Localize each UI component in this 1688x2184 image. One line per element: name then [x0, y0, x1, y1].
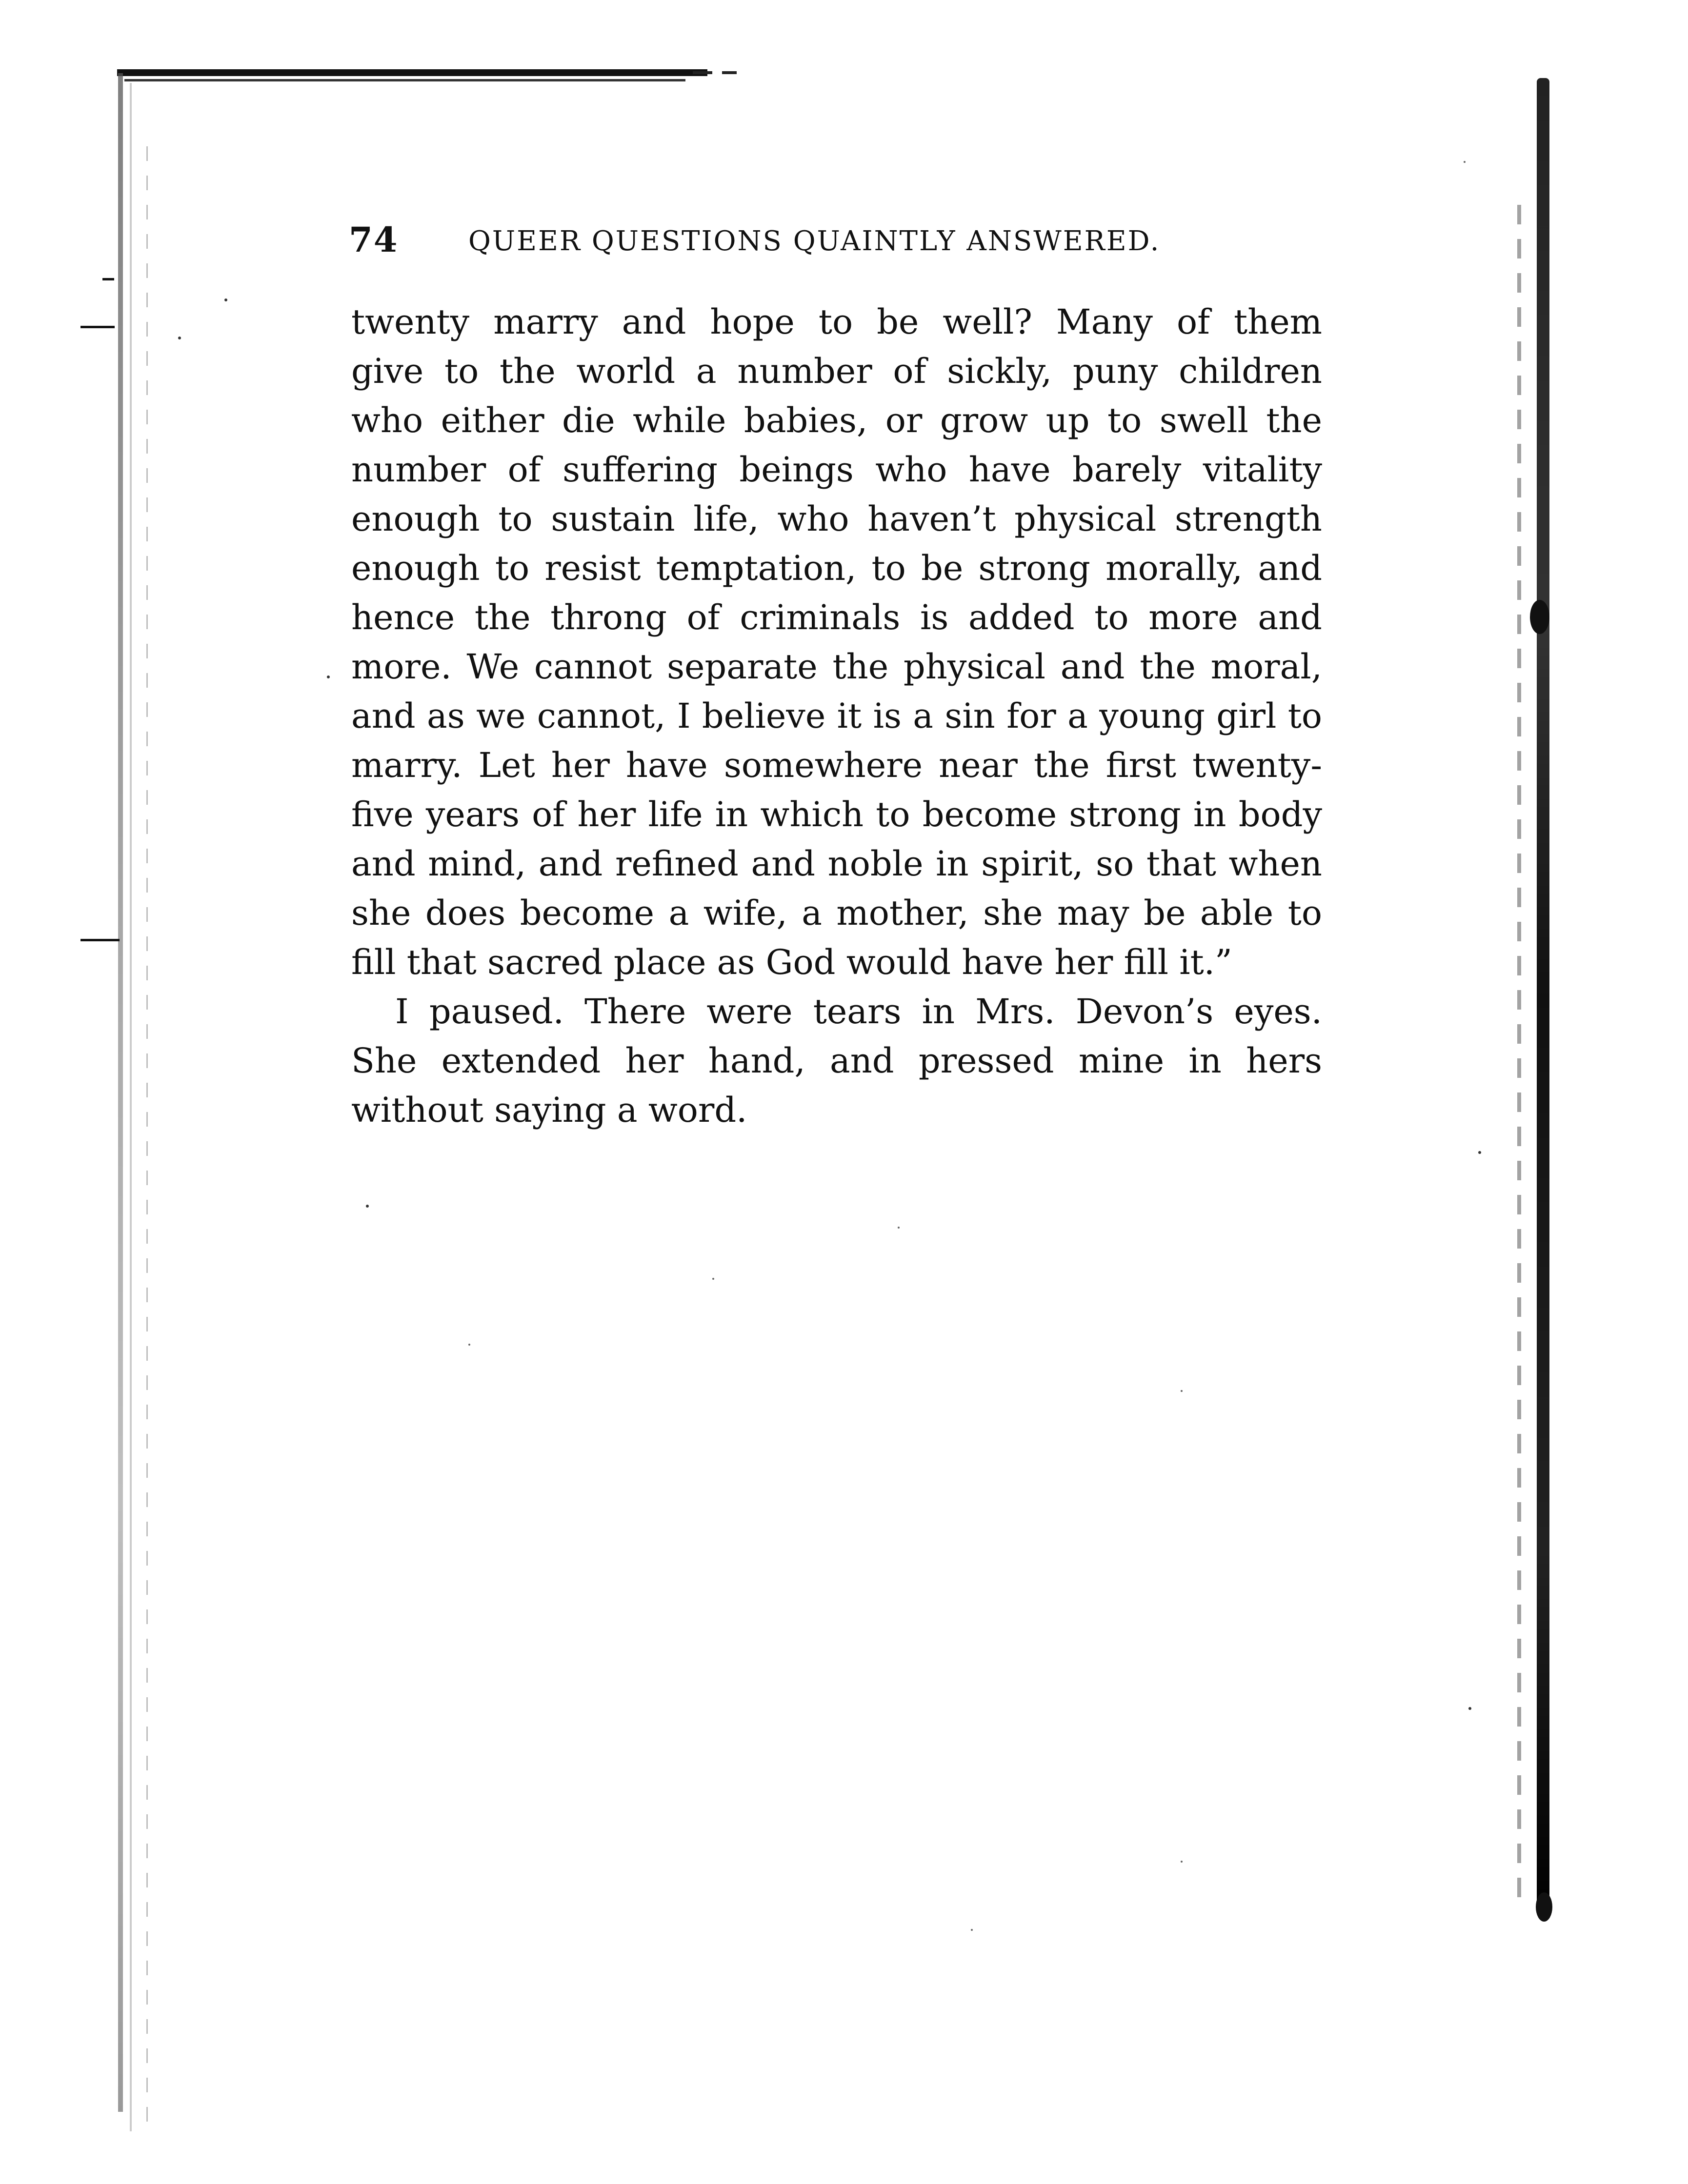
scan-speck: [327, 675, 330, 678]
page-number: 74: [349, 219, 399, 260]
text-line: number of suffering beings who have barely vitality: [351, 450, 1322, 490]
scan-speck: [468, 1344, 470, 1346]
scan-speck: [1181, 1861, 1183, 1863]
scan-border-right: [1537, 78, 1549, 1917]
scan-speck: [712, 1278, 714, 1280]
text-line: give to the world a number of sickly, puny children: [351, 351, 1322, 391]
scan-speck: [178, 337, 181, 339]
scan-speck: [1181, 1390, 1183, 1392]
scan-tick: [102, 278, 114, 280]
scan-tick: [80, 939, 120, 941]
scan-speck: [1464, 161, 1466, 163]
text-line: She extended her hand, and pressed mine in hers: [351, 1041, 1322, 1081]
text-line: marry. Let her have somewhere near the first twenty-: [351, 745, 1322, 785]
scan-border-top: [117, 69, 707, 76]
text-line: twenty marry and hope to be well? Many of them: [351, 302, 1322, 342]
text-line: enough to sustain life, who haven’t physical strength: [351, 499, 1322, 539]
scan-dash: [693, 71, 712, 74]
scan-border-left-inner: [130, 83, 132, 2131]
text-line: and as we cannot, I believe it is a sin for a young girl to: [351, 696, 1322, 736]
scan-border-top-inner: [124, 79, 685, 81]
running-head: [349, 219, 1320, 258]
text-line: hence the throng of criminals is added to more and: [351, 597, 1322, 637]
scan-tick: [80, 326, 115, 328]
scan-speck: [224, 298, 227, 301]
running-title: QUEER QUESTIONS QUAINTLY ANSWERED.: [468, 225, 1161, 257]
scan-border-left-dotted: [146, 146, 148, 2122]
scan-speck: [1478, 1151, 1481, 1154]
text-line: who either die while babies, or grow up to swell the: [351, 400, 1322, 440]
scan-dash: [722, 71, 737, 74]
text-line: enough to resist temptation, to be strong morally, and: [351, 548, 1322, 588]
scan-ink-blot: [1536, 1892, 1552, 1922]
text-line: five years of her life in which to become strong in body: [351, 794, 1322, 834]
scan-speck: [1468, 1707, 1471, 1710]
text-line: and mind, and refined and noble in spirit, so that when: [351, 844, 1322, 884]
scan-ink-blot: [1530, 600, 1549, 634]
text-line: without saying a word.: [351, 1090, 747, 1130]
text-line: fill that sacred place as God would have her fill it.”: [351, 942, 1232, 982]
text-line: she does become a wife, a mother, she may be able to: [351, 893, 1322, 933]
scan-speck: [971, 1929, 973, 1931]
body-text: [351, 298, 1322, 1135]
scan-border-left: [118, 73, 123, 2112]
scan-border-right-inner: [1517, 205, 1521, 1912]
text-line: I paused. There were tears in Mrs. Devon’s eyes.: [395, 992, 1322, 1032]
scan-speck: [366, 1205, 369, 1208]
scan-speck: [898, 1227, 900, 1229]
text-line: more. We cannot separate the physical and the moral,: [351, 647, 1322, 687]
